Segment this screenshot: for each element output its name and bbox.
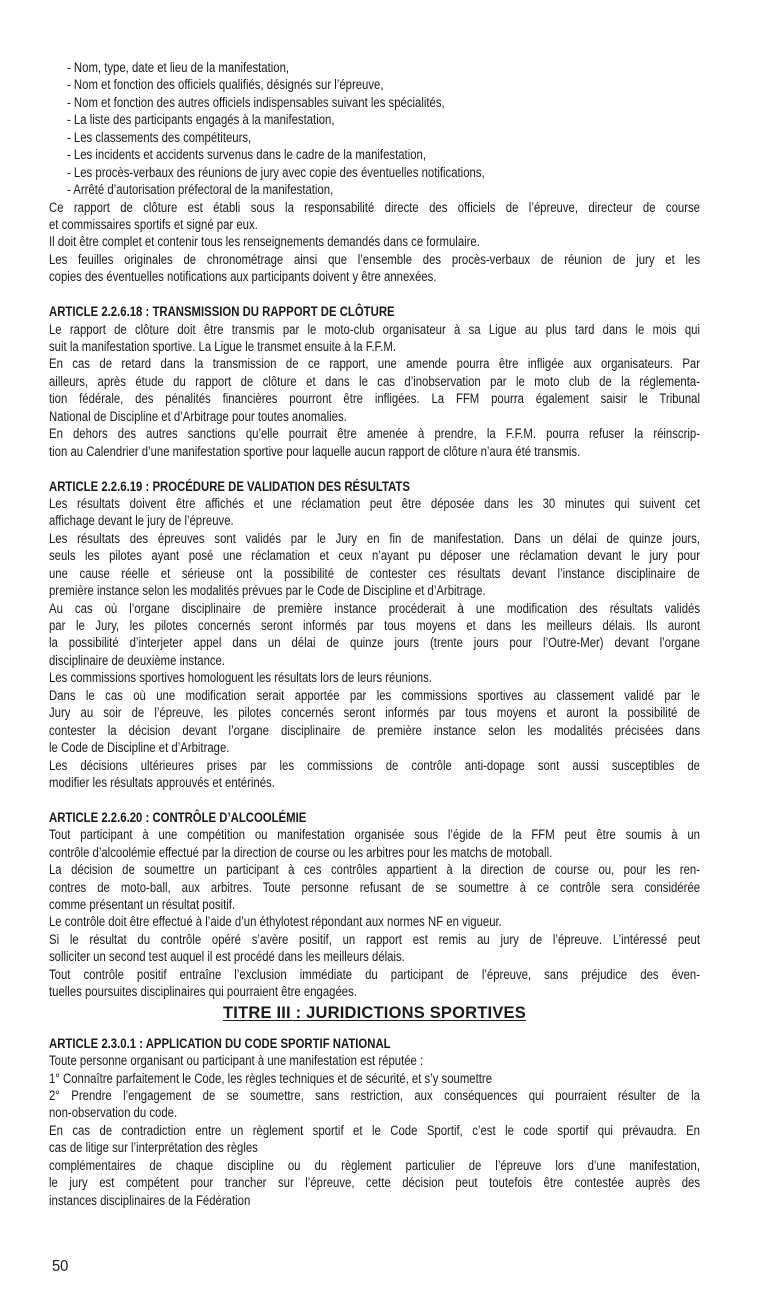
text-line xyxy=(49,967,700,984)
text-line xyxy=(49,914,700,931)
article-2-2-6-19 xyxy=(49,479,700,793)
text-line xyxy=(49,705,700,722)
text-line-content: Les décisions ultérieures prises par les commissions de contrôle anti-dopage sont aussi susceptibles de xyxy=(49,757,700,774)
text-line-content: tuelles poursuites disciplinaires qui pourraient être engagées. xyxy=(49,984,357,1001)
text-line-content: non-observation du code. xyxy=(49,1105,178,1122)
article-heading xyxy=(49,1036,700,1053)
list-item xyxy=(49,112,700,129)
text-line-content: Jury au soir de l’épreuve, les pilotes concernés seront informés par tous moyens et auront la possibilité de xyxy=(49,705,700,722)
list-item-text: - Nom, type, date et lieu de la manifestation, xyxy=(67,60,290,76)
text-line-content: par le Jury, les pilotes concernés seront informés par tous moyens et dans les meilleurs délais. Ils auront xyxy=(49,618,700,634)
list-item xyxy=(49,182,700,199)
text-line-content: instances disciplinaires de la Fédération xyxy=(49,1192,251,1209)
text-line-content: affichage devant le jury de l’épreuve. xyxy=(49,513,234,530)
text-line-content: contres de moto-ball, aux arbitres. Toute personne refusant de se soumettre à ce contrôle sera considérée xyxy=(49,879,700,896)
text-line xyxy=(49,1105,700,1122)
text-line xyxy=(49,1071,700,1088)
text-line-content: Si le résultat du contrôle opéré s’avère positif, un rapport est remis au jury de l’épreuve. L’intéressé peut xyxy=(49,931,700,948)
text-line-content: 2° Prendre l’engagement de se soumettre, sans restriction, aux conséquences qui pourraient résulter de la xyxy=(49,1087,700,1104)
document-page xyxy=(49,60,700,1210)
spacer xyxy=(49,287,700,304)
list-item-text: - Les classements des compétiteurs, xyxy=(67,129,252,146)
text-line-content: Au cas où l’organe disciplinaire de première instance procéderait à une modification des résultats validés xyxy=(49,600,700,617)
text-line-content: Le rapport de clôture doit être transmis par le moto-club organisateur à sa Ligue au plus tard dans le mois qui xyxy=(49,321,700,338)
text-line-content: En dehors des autres sanctions qu’elle pourrait être amenée à prendre, la F.F.M. pourra refuser la réinscrip- xyxy=(49,426,700,443)
text-line-content: disciplinaire de deuxième instance. xyxy=(49,652,226,669)
list-item xyxy=(49,77,700,94)
text-line xyxy=(49,513,700,530)
text-line-content: copies des éventuelles notifications aux participants doivent y être annexées. xyxy=(49,269,437,286)
text-line-content: cas de litige sur l’interprétation des règles xyxy=(49,1140,258,1157)
article-heading xyxy=(49,304,700,321)
text-line xyxy=(49,949,700,966)
text-line xyxy=(49,356,700,373)
text-line xyxy=(49,322,700,339)
list-item xyxy=(49,60,700,77)
text-line xyxy=(49,845,700,862)
text-line xyxy=(49,426,700,443)
text-line xyxy=(49,880,700,897)
text-line xyxy=(49,1123,700,1140)
text-line-content: Tout contrôle positif entraîne l’exclusion immédiate du participant de l’épreuve, sans préjudice des éven- xyxy=(49,966,700,983)
text-line-content: tion fédérale, des pénalités financières pourront être infligées. La FFM pourra également saisir le Tribunal xyxy=(49,391,700,408)
text-line xyxy=(49,1053,700,1070)
text-line xyxy=(49,618,700,635)
list-item-text: - Arrêté d’autorisation préfectoral de la manifestation, xyxy=(67,182,334,199)
text-line xyxy=(49,374,700,391)
text-line-content: tion au Calendrier d’une manifestation sportive pour laquelle aucun rapport de clôture n’aura été transmis. xyxy=(49,443,581,460)
text-line-content: Toute personne organisant ou participant à une manifestation est réputée : xyxy=(49,1053,424,1070)
text-line-content: La décision de soumettre un participant à ces contrôles appartient à la direction de course ou, pour les ren- xyxy=(49,862,700,879)
article-2-2-6-20 xyxy=(49,810,700,1002)
text-line-content: 1° Connaître parfaitement le Code, les règles techniques et de sécurité, et s’y soumettre xyxy=(49,1070,493,1087)
text-line xyxy=(49,601,700,618)
text-line xyxy=(49,1175,700,1192)
text-line xyxy=(49,531,700,548)
text-line-content: modifier les résultats approuvés et entérinés. xyxy=(49,774,275,791)
text-line xyxy=(49,653,700,670)
title-row xyxy=(49,1002,700,1036)
text-line-content: suit la manifestation sportive. La Ligue le transmet ensuite à la F.F.M. xyxy=(49,339,396,355)
text-line-content: ailleurs, après étude du rapport de clôture et dans le cas d’inobservation par le moto club de la réglementa- xyxy=(49,373,700,390)
article-heading xyxy=(49,479,700,496)
list-item xyxy=(49,130,700,147)
text-line xyxy=(49,391,700,408)
list-item xyxy=(49,95,700,112)
text-line-content: Les feuilles originales de chronométrage ainsi que l’ensemble des procès-verbaux de réunion de jury et les xyxy=(49,251,700,268)
spacer xyxy=(49,792,700,809)
text-line xyxy=(49,444,700,461)
text-line-content: Les résultats doivent être affichés et une réclamation peut être déposée dans les 30 minutes qui suivent cet xyxy=(49,495,700,512)
text-line xyxy=(49,740,700,757)
text-line xyxy=(49,670,700,687)
text-line-content: comme présentant un résultat positif. xyxy=(49,897,236,913)
text-line xyxy=(49,217,700,234)
text-line-content: complémentaires de chaque discipline ou du règlement particulier de l’épreuve lors d’une manifestation, xyxy=(49,1157,700,1174)
text-line xyxy=(49,758,700,775)
text-line xyxy=(49,269,700,286)
text-line-content: contrôle d’alcoolémie effectué par la direction de course ou les arbitres pour les matchs de motoball. xyxy=(49,844,553,861)
list-item xyxy=(49,165,700,182)
section-title: TITRE III : JURIDICTIONS SPORTIVES xyxy=(223,1003,526,1022)
text-line xyxy=(49,897,700,914)
text-line-content: et commissaires sportifs et signé par eux. xyxy=(49,216,258,233)
text-line-content: Le contrôle doit être effectué à l’aide d’un éthylotest répondant aux normes NF en vigueur. xyxy=(49,914,502,931)
text-line xyxy=(49,548,700,565)
text-line-content: Les résultats des épreuves sont validés par le Jury en fin de manifestation. Dans un délai de quinze jours, xyxy=(49,530,700,547)
text-line xyxy=(49,1193,700,1210)
text-line xyxy=(49,827,700,844)
article-heading-text: ARTICLE 2.3.0.1 : APPLICATION DU CODE SPORTIF NATIONAL xyxy=(49,1035,391,1052)
list-item-text: - La liste des participants engagés à la manifestation, xyxy=(67,112,335,129)
text-line-content: Tout participant à une compétition ou manifestation organisée sous l’égide de la FFM peut être soumis à un xyxy=(49,827,700,844)
intro-paragraphs xyxy=(49,200,700,287)
page-number: 50 xyxy=(52,1258,69,1275)
text-line-content: le jury est compétent pour trancher sur l’épreuve, cette décision peut toutefois être contestée auprès des xyxy=(49,1175,700,1192)
text-line xyxy=(49,984,700,1001)
article-heading-text: ARTICLE 2.2.6.18 : TRANSMISSION DU RAPPORT DE CLÔTURE xyxy=(49,304,395,321)
article-2-2-6-18 xyxy=(49,304,700,461)
text-line xyxy=(49,566,700,583)
list-item-text: - Les procès-verbaux des réunions de jury avec copie des éventuelles notifications, xyxy=(67,164,485,181)
text-line xyxy=(49,200,700,217)
list-item-text: - Nom et fonction des officiels qualifiés, désignés sur l’épreuve, xyxy=(67,77,384,94)
text-line-content: contester la décision devant l’organe disciplinaire de première instance selon les modalités précisées dans xyxy=(49,722,700,739)
report-contents-list xyxy=(49,60,700,200)
article-2-3-0-1 xyxy=(49,1036,700,1210)
text-line-content: la possibilité d’interjeter appel dans un délai de quinze jours (trente jours pour l’Outre-Mer) devant l’organe xyxy=(49,635,700,652)
text-line xyxy=(49,1088,700,1105)
list-item-text: - Nom et fonction des autres officiels indispensables suivant les spécialités, xyxy=(67,94,445,111)
text-line-content: Ce rapport de clôture est établi sous la responsabilité directe des officiels de l’épreuve, directeur de course xyxy=(49,199,700,216)
text-line xyxy=(49,1140,700,1157)
text-line-content: Dans le cas où une modification serait apportée par les commissions sportives au classement validé par le xyxy=(49,687,700,704)
text-line-content: Les commissions sportives homologuent les résultats lors de leurs réunions. xyxy=(49,670,432,687)
text-line xyxy=(49,723,700,740)
text-line xyxy=(49,339,700,356)
text-line xyxy=(49,583,700,600)
text-line xyxy=(49,775,700,792)
text-line-content: le Code de Discipline et d’Arbitrage. xyxy=(49,740,230,757)
article-heading xyxy=(49,810,700,827)
spacer xyxy=(49,461,700,478)
text-line xyxy=(49,496,700,513)
text-line-content: solliciter un second test auquel il est procédé dans les meilleurs délais. xyxy=(49,949,405,966)
text-line-content: En cas de contradiction entre un règlement sportif et le Code Sportif, c’est le code sportif qui prévaudra. En xyxy=(49,1122,700,1139)
text-line xyxy=(49,252,700,269)
article-heading-text: ARTICLE 2.2.6.20 : CONTRÔLE D’ALCOOLÉMIE xyxy=(49,809,307,826)
text-line xyxy=(49,234,700,251)
text-line-content: Il doit être complet et contenir tous les renseignements demandés dans ce formulaire. xyxy=(49,234,480,251)
text-line xyxy=(49,635,700,652)
list-item-text: - Les incidents et accidents survenus dans le cadre de la manifestation, xyxy=(67,147,426,164)
text-line xyxy=(49,688,700,705)
text-line-content: seuls les pilotes ayant posé une réclamation et ceux n’ayant pu déposer une réclamation devant le jury pour xyxy=(49,548,700,565)
text-line-content: En cas de retard dans la transmission de ce rapport, une amende pourra être infligée aux organisateurs. Par xyxy=(49,356,700,373)
text-line-content: National de Discipline et d’Arbitrage pour toutes anomalies. xyxy=(49,408,347,425)
text-line xyxy=(49,1158,700,1175)
text-line xyxy=(49,862,700,879)
article-heading-text: ARTICLE 2.2.6.19 : PROCÉDURE DE VALIDATION DES RÉSULTATS xyxy=(49,478,410,495)
list-item xyxy=(49,147,700,164)
text-line-content: première instance selon les modalités prévues par le Code de Discipline et d’Arbitrage. xyxy=(49,583,486,600)
text-line xyxy=(49,409,700,426)
text-line xyxy=(49,932,700,949)
text-line-content: une cause réelle et sérieuse ont la possibilité de contester ces résultats devant l’instance disciplinaire de xyxy=(49,565,700,582)
